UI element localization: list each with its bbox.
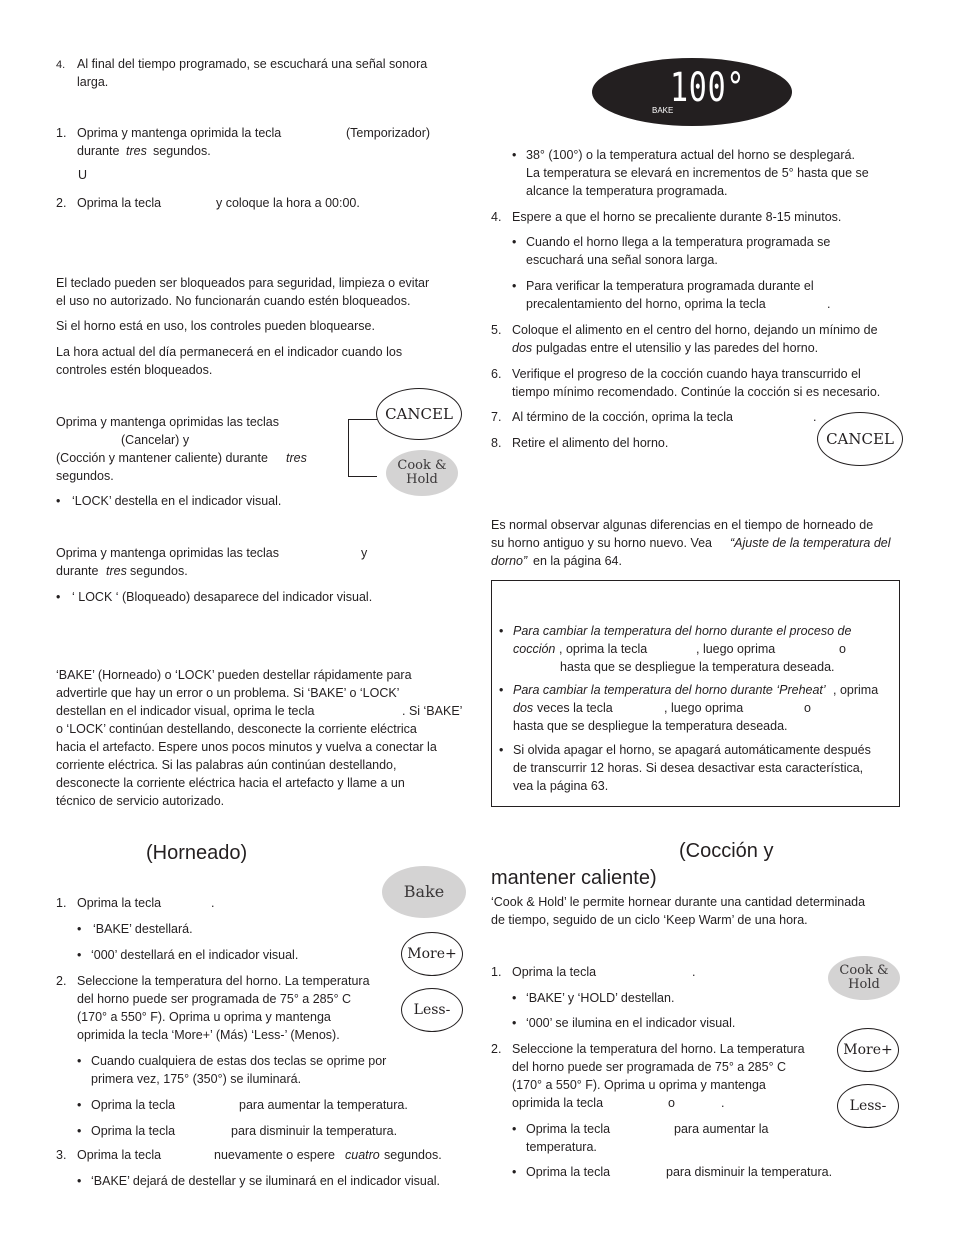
bake-button[interactable]: Bake [382, 866, 466, 918]
bullet: • [56, 590, 61, 604]
bullet-text: 38° (100°) o la temperatura actual del horno se desplegará. [526, 148, 855, 162]
bullet-text: Oprima la tecla [91, 1124, 176, 1138]
step-text: Retire el alimento del horno. [512, 436, 669, 450]
step-text: (Temporizador) [346, 126, 431, 140]
step-text: segundos. [384, 1148, 442, 1162]
note-text-emph: dos [513, 701, 534, 715]
note-text: hasta que se despliegue la temperatura deseada. [560, 660, 835, 674]
step-text: Verifique el progreso de la cocción cuando haya transcurrido el [512, 367, 861, 381]
step-number: 2. [491, 1042, 502, 1056]
step-text: durante [77, 144, 120, 158]
paragraph-line: y [361, 546, 368, 560]
paragraph-emph: dorno” [491, 554, 528, 568]
note-text-emph: Para cambiar la temperatura del horno durante el proceso de [513, 624, 852, 638]
step-text: . [211, 896, 215, 910]
step-text: oprimida la tecla [512, 1096, 604, 1110]
note-text: o [839, 642, 846, 656]
step-number: 2. [56, 974, 67, 988]
note-text: de transcurrir 12 horas. Si desea desactivar esta característica, [513, 761, 864, 775]
step-number: 1. [56, 896, 67, 910]
step-text: Oprima y mantenga oprimida la tecla [77, 126, 282, 140]
step-text: larga. [77, 75, 109, 89]
step-text-emph: cuatro [345, 1148, 380, 1162]
step-text: . [813, 410, 817, 424]
paragraph-line: segundos. [130, 564, 188, 578]
display-mode: BAKE [652, 106, 674, 115]
bullet-text: para aumentar la [674, 1122, 769, 1136]
paragraph-line: (Cancelar) y [121, 433, 190, 447]
paragraph-line: ‘Cook & Hold’ le permite hornear durante una cantidad determinada [491, 895, 866, 909]
bullet: • [77, 1098, 82, 1112]
step-text: Oprima la tecla [77, 1148, 162, 1162]
paragraph-line: o ‘LOCK’ continúan destellando, desconecte la corriente eléctrica [56, 722, 417, 736]
step-text: nuevamente o espere [214, 1148, 335, 1162]
bullet-text: ‘ LOCK ‘ (Bloqueado) desaparece del indicador visual. [72, 590, 373, 604]
step-number: 1. [491, 965, 502, 979]
step-number: 2. [56, 196, 67, 210]
step-text: tiempo mínimo recomendado. Continúe la cocción si es necesario. [512, 385, 881, 399]
bullet-text: Cuando cualquiera de estas dos teclas se oprime por [91, 1054, 387, 1068]
note-text: , oprima la tecla [559, 642, 648, 656]
step-text: Oprima la tecla [77, 196, 162, 210]
bullet-text: . [827, 297, 831, 311]
step-text: oprimida la tecla ‘More+’ (Más) ‘Less-’ (Menos). [77, 1028, 340, 1042]
paragraph-line: en la página 64. [533, 554, 622, 568]
note-text: veces la tecla [537, 701, 613, 715]
bullet: • [512, 1122, 517, 1136]
step-text: Coloque el alimento en el centro del horno, dejando un mínimo de [512, 323, 878, 337]
step-text: Seleccione la temperatura del horno. La temperatura [512, 1042, 805, 1056]
step-text: Espere a que el horno se precaliente durante 8-15 minutos. [512, 210, 842, 224]
bullet-text: primera vez, 175° (350°) se iluminará. [91, 1072, 302, 1086]
bullet: • [512, 148, 517, 162]
step-text: segundos. [153, 144, 211, 158]
note-text: , luego oprima [664, 701, 744, 715]
bullet: • [499, 683, 504, 697]
step-number: 4. [491, 210, 502, 224]
bullet-text: Oprima la tecla [91, 1098, 176, 1112]
paragraph-line: (Cocción y mantener caliente) durante [56, 451, 268, 465]
paragraph-line: su horno antiguo y su horno nuevo. Vea [491, 536, 712, 550]
note-text: hasta que se despliegue la temperatura deseada. [513, 719, 788, 733]
step-text: Oprima la tecla [512, 965, 597, 979]
bullet-text: ‘BAKE’ dejará de destellar y se iluminará en el indicador visual. [91, 1174, 441, 1188]
bullet-text: ‘BAKE’ y ‘HOLD’ destellan. [526, 991, 675, 1005]
bullet-text: ‘BAKE’ destellará. [93, 922, 193, 936]
section-heading: mantener caliente) [491, 867, 657, 889]
paragraph-line: ‘BAKE’ (Horneado) o ‘LOCK’ pueden destellar rápidamente para [56, 668, 412, 682]
paragraph-line: durante [56, 564, 99, 578]
paragraph-line: . Si ‘BAKE’ [402, 704, 463, 718]
note-text: vea la página 63. [513, 779, 609, 793]
step-text: del horno puede ser programada de 75° a 285° C [77, 992, 352, 1006]
bullet-text: temperatura. [526, 1140, 597, 1154]
paragraph-line: destellan en el indicador visual, oprima le tecla [56, 704, 315, 718]
bullet-text: ‘LOCK’ destella en el indicador visual. [72, 494, 282, 508]
note-text-emph: Para cambiar la temperatura del horno durante ‘Preheat’ [513, 683, 826, 697]
paragraph-line: corriente eléctrica. Si las palabras aún continúan destellando, [56, 758, 397, 772]
paragraph-line: técnico de servicio autorizado. [56, 794, 225, 808]
paragraph-line: Es normal observar algunas diferencias en el tiempo de horneado de [491, 518, 874, 532]
step-number: 1. [56, 126, 67, 140]
fragment-letter: U [78, 168, 88, 182]
paragraph-emph: tres [286, 451, 307, 465]
bullet: • [77, 1124, 82, 1138]
step-text: Al término de la cocción, oprima la tecla [512, 410, 733, 424]
cancel-button[interactable]: CANCEL [376, 388, 462, 440]
bullet-text: ‘000’ destellará en el indicador visual. [91, 948, 299, 962]
step-text: del horno puede ser programada de 75° a 285° C [512, 1060, 787, 1074]
bullet-text: alcance la temperatura programada. [526, 184, 728, 198]
bullet: • [77, 1174, 82, 1188]
step-text: (170° a 550° F). Oprima u oprima y mantenga [512, 1078, 766, 1092]
paragraph-line: segundos. [56, 469, 114, 483]
step-number: 5. [491, 323, 502, 337]
step-text: Oprima la tecla [77, 896, 162, 910]
step-number: 3. [56, 1148, 67, 1162]
step-text: Al final del tiempo programado, se escuchará una señal sonora [77, 57, 428, 71]
paragraph-line: hacia el artefacto. Espere unos pocos minutos y vuelva a conectar la [56, 740, 437, 754]
step-text-emph: dos [512, 341, 533, 355]
cook-hold-button-right[interactable]: Cook & Hold [828, 956, 900, 1000]
step-text: . [692, 965, 696, 979]
section-heading: (Horneado) [146, 842, 248, 864]
oven-display [592, 58, 792, 126]
step-number: 8. [491, 436, 502, 450]
bullet: • [512, 279, 517, 293]
less-button[interactable]: Less- [401, 988, 463, 1032]
bullet: • [77, 922, 82, 936]
bullet-text: Para verificar la temperatura programada durante el [526, 279, 814, 293]
step-text: pulgadas entre el utensilio y las paredes del horno. [536, 341, 819, 355]
paragraph-line: Si el horno está en uso, los controles pueden bloquearse. [56, 319, 375, 333]
bullet: • [499, 624, 504, 638]
bullet: • [512, 1165, 517, 1179]
bullet: • [512, 1016, 517, 1030]
more-button-right[interactable]: More+ [837, 1028, 899, 1072]
step-number: 7. [491, 410, 502, 424]
bullet-text: La temperatura se elevará en incrementos de 5° hasta que se [526, 166, 869, 180]
bullet: • [77, 948, 82, 962]
step-text: Seleccione la temperatura del horno. La temperatura [77, 974, 370, 988]
note-text: Si olvida apagar el horno, se apagará automáticamente después [513, 743, 871, 757]
step-number: 6. [491, 367, 502, 381]
bullet-text: ‘000’ se ilumina en el indicador visual. [526, 1016, 736, 1030]
display-digits: 100° [670, 65, 746, 111]
bullet: • [512, 991, 517, 1005]
step-text: o [668, 1096, 675, 1110]
paragraph-line: controles estén bloqueados. [56, 363, 213, 377]
step-number: 4. [56, 59, 66, 71]
paragraph-line: La hora actual del día permanecerá en el indicador cuando los [56, 345, 403, 359]
bullet-text: para disminuir la temperatura. [666, 1165, 833, 1179]
bullet: • [512, 235, 517, 249]
note-text: , luego oprima [696, 642, 776, 656]
paragraph-line: de tiempo, seguido de un ciclo ‘Keep Warm’ de una hora. [491, 913, 808, 927]
bullet-text: escuchará una señal sonora larga. [526, 253, 718, 267]
paragraph-line: Oprima y mantenga oprimidas las teclas [56, 546, 280, 560]
bullet-text: precalentamiento del horno, oprima la tecla [526, 297, 766, 311]
bullet: • [56, 494, 61, 508]
bullet-text: Cuando el horno llega a la temperatura programada se [526, 235, 831, 249]
less-button-right[interactable]: Less- [837, 1084, 899, 1128]
note-text: o [804, 701, 811, 715]
paragraph-emph: tres [106, 564, 127, 578]
cook-hold-button[interactable]: Cook & Hold [386, 450, 458, 496]
paragraph-line: Oprima y mantenga oprimidas las teclas [56, 415, 280, 429]
paragraph-line: desconecte la corriente eléctrica hacia el artefacto y llame a un [56, 776, 405, 790]
note-text: , oprima [833, 683, 879, 697]
bullet-text: para aumentar la temperatura. [239, 1098, 408, 1112]
step-text: y coloque la hora a 00:00. [216, 196, 360, 210]
note-box [491, 580, 900, 807]
paragraph-line: El teclado pueden ser bloqueados para seguridad, limpieza o evitar [56, 276, 430, 290]
step-text-emph: tres [126, 144, 147, 158]
step-text: (170° a 550° F). Oprima u oprima y mantenga [77, 1010, 331, 1024]
bullet-text: para disminuir la temperatura. [231, 1124, 398, 1138]
button-connector [348, 419, 377, 477]
paragraph-emph: “Ajuste de la temperatura del [730, 536, 891, 550]
paragraph-line: advertirle que hay un error o un problema. Si ‘BAKE’ o ‘LOCK’ [56, 686, 400, 700]
more-button[interactable]: More+ [401, 932, 463, 976]
bullet: • [499, 743, 504, 757]
cancel-button-right[interactable]: CANCEL [817, 412, 903, 466]
bullet-text: Oprima la tecla [526, 1165, 611, 1179]
note-text-emph: cocción [513, 642, 556, 656]
bullet: • [77, 1054, 82, 1068]
step-text: . [721, 1096, 725, 1110]
bullet-text: Oprima la tecla [526, 1122, 611, 1136]
section-heading: (Cocción y [679, 840, 774, 862]
paragraph-line: el uso no autorizado. No funcionarán cuando estén bloqueados. [56, 294, 411, 308]
